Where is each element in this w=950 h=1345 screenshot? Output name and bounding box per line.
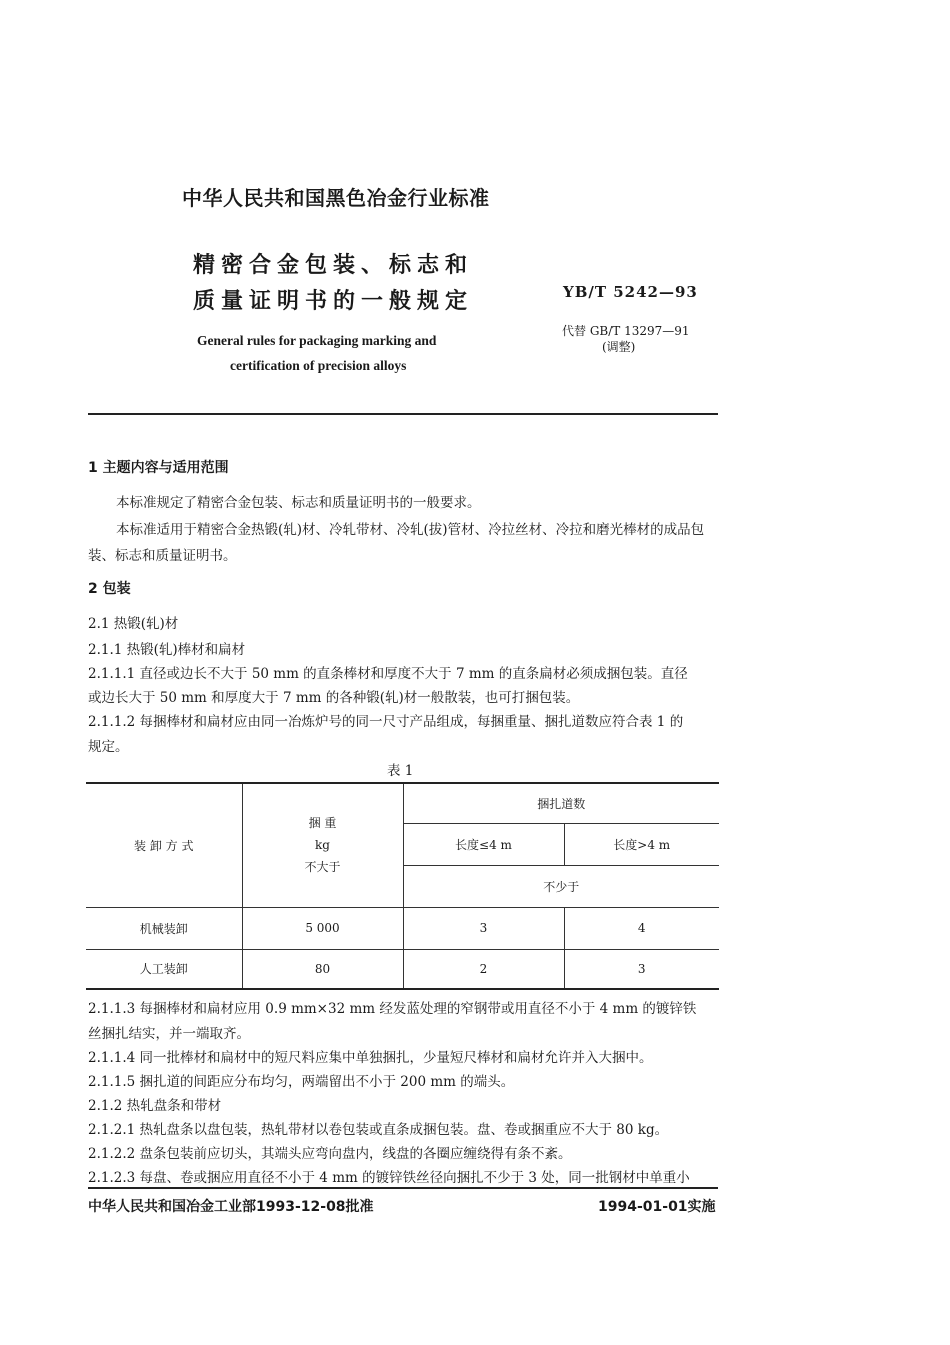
section-1-paragraph-2: 本标准适用于精密合金热锻(轧)材、冷轧带材、冷轧(拔)管材、冷拉丝材、冷拉和磨光棒材的成品包	[116, 522, 705, 538]
english-title-line2: certification of precision alloys	[230, 358, 407, 373]
clause-2-1-1-2-cont: 规定。	[88, 739, 129, 755]
row-bands-gt-4m: 3	[564, 949, 719, 989]
row-bands-gt-4m: 4	[564, 907, 719, 949]
table-caption: 表 1	[387, 763, 414, 779]
adjusted-note: (调整)	[602, 340, 636, 354]
approval-line: 中华人民共和国冶金工业部1993-12-08批准	[88, 1199, 374, 1215]
clause-2-1-1-5: 2.1.1.5 捆扎道的间距应分布均匀，两端留出不小于 200 mm 的端头。	[88, 1074, 515, 1090]
header-weight-limit: 不大于	[304, 860, 341, 875]
issuing-authority: 中华人民共和国黑色冶金行业标准	[182, 186, 490, 210]
header-divider	[88, 413, 718, 415]
row-weight: 5 000	[242, 907, 403, 949]
row-weight: 80	[242, 949, 403, 989]
header-weight	[242, 783, 403, 907]
clause-2-1-1-4: 2.1.1.4 同一批棒材和扁材中的短尺料应集中单独捆扎，少量短尺棒材和扁材允许并入大捆中。	[88, 1050, 653, 1066]
row-bands-le-4m: 3	[403, 907, 564, 949]
english-title-line1: General rules for packaging marking and	[197, 333, 437, 348]
table-row	[86, 907, 719, 949]
row-method: 机械装卸	[86, 907, 242, 949]
section-1-heading: 1 主题内容与适用范围	[88, 460, 229, 476]
clause-2-1-1-3-cont: 丝捆扎结实，并一端取齐。	[88, 1026, 250, 1042]
header-length-gt-4m: 长度>4 m	[564, 823, 719, 865]
clause-2-1: 2.1 热锻(轧)材	[88, 616, 179, 632]
clause-2-1-1-1-cont: 或边长大于 50 mm 和厚度大于 7 mm 的各种锻(轧)材一般散装，也可打捆包装。	[88, 690, 580, 706]
section-1-paragraph-2-cont: 装、标志和质量证明书。	[88, 548, 237, 564]
section-1-paragraph-1: 本标准规定了精密合金包装、标志和质量证明书的一般要求。	[116, 495, 481, 511]
clause-2-1-1-2: 2.1.1.2 每捆棒材和扁材应由同一冶炼炉号的同一尺寸产品组成，每捆重量、捆扎道数应符合表 1 的	[88, 714, 684, 730]
clause-2-1-1: 2.1.1 热锻(轧)棒材和扁材	[88, 642, 246, 658]
section-2-heading: 2 包装	[88, 581, 131, 597]
table-row	[86, 949, 719, 989]
header-bands: 捆扎道数	[403, 783, 719, 823]
replaces-standard: 代替 GB/T 13297—91	[562, 324, 690, 338]
clause-2-1-1-3: 2.1.1.3 每捆棒材和扁材应用 0.9 mm×32 mm 经发蓝处理的窄钢带或用直径不小于 4 mm 的镀锌铁	[88, 1001, 697, 1017]
clause-2-1-2-2: 2.1.2.2 盘条包装前应切头，其端头应弯向盘内，线盘的各圈应缠绕得有条不紊。	[88, 1146, 572, 1162]
standard-code: YB/T 5242—93	[563, 283, 698, 301]
document-title-line2: 质量证明书的一般规定	[193, 289, 474, 314]
header-length-le-4m: 长度≤4 m	[403, 823, 564, 865]
clause-2-1-1-1: 2.1.1.1 直径或边长不大于 50 mm 的直条棒材和厚度不大于 7 mm 的直条扁材必须成捆包装。直径	[88, 666, 688, 682]
header-minimum: 不少于	[403, 865, 719, 907]
row-bands-le-4m: 2	[403, 949, 564, 989]
effective-date: 1994-01-01实施	[598, 1199, 716, 1215]
clause-2-1-2: 2.1.2 热轧盘条和带材	[88, 1098, 222, 1114]
clause-2-1-2-3: 2.1.2.3 每盘、卷或捆应用直径不小于 4 mm 的镀锌铁丝径向捆扎不少于 3 处，同一批钢材中单重小	[88, 1170, 690, 1186]
footer-divider	[88, 1187, 718, 1189]
header-method: 装 卸 方 式	[86, 783, 242, 907]
header-weight-unit: kg	[315, 838, 330, 853]
header-weight-label: 捆 重	[308, 816, 337, 831]
clause-2-1-2-1: 2.1.2.1 热轧盘条以盘包装，热轧带材以卷包装或直条成捆包装。盘、卷或捆重应不大于 80 kg。	[88, 1122, 669, 1138]
row-method: 人工装卸	[86, 949, 242, 989]
table-1	[86, 782, 719, 990]
document-title-line1: 精密合金包装、标志和	[193, 253, 474, 278]
